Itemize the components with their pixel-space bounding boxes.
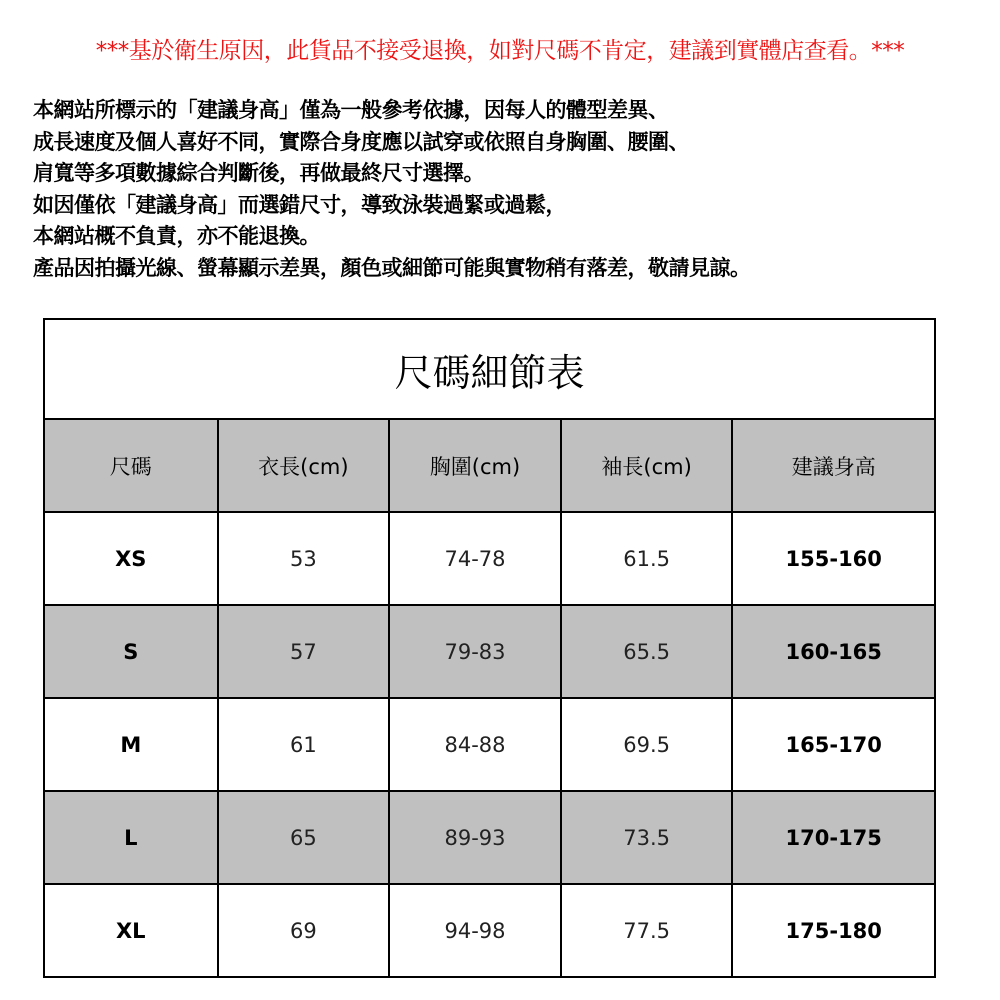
cell-sleeve: 65.5 [561, 605, 733, 698]
cell-sleeve: 61.5 [561, 512, 733, 605]
cell-height: 160-165 [732, 605, 935, 698]
cell-length: 65 [218, 791, 390, 884]
header-chest: 胸圍(cm) [389, 419, 561, 512]
cell-size: M [44, 698, 218, 791]
cell-chest: 89-93 [389, 791, 561, 884]
cell-sleeve: 77.5 [561, 884, 733, 977]
cell-height: 175-180 [732, 884, 935, 977]
cell-sleeve: 69.5 [561, 698, 733, 791]
cell-length: 61 [218, 698, 390, 791]
header-size: 尺碼 [44, 419, 218, 512]
cell-height: 155-160 [732, 512, 935, 605]
cell-chest: 74-78 [389, 512, 561, 605]
table-row [44, 884, 935, 977]
table-row [44, 512, 935, 605]
table-title: 尺碼細節表 [44, 319, 935, 419]
cell-size: L [44, 791, 218, 884]
note-line: 如因僅依「建議身高」而選錯尺寸，導致泳裝過緊或過鬆， [33, 192, 566, 217]
cell-chest: 79-83 [389, 605, 561, 698]
size-chart-table [43, 318, 936, 978]
cell-size: S [44, 605, 218, 698]
cell-length: 57 [218, 605, 390, 698]
table-row [44, 605, 935, 698]
cell-height: 170-175 [732, 791, 935, 884]
header-sleeve: 袖長(cm) [561, 419, 733, 512]
size-notes [33, 95, 751, 284]
cell-size: XL [44, 884, 218, 977]
note-line: 本網站概不負責，亦不能退換。 [33, 224, 320, 248]
note-line: 本網站所標示的「建議身高」僅為一般參考依據，因每人的體型差異、 [33, 98, 669, 122]
table-row [44, 791, 935, 884]
table-header-row [44, 419, 935, 512]
note-line: 肩寬等多項數據綜合判斷後，再做最終尺寸選擇。 [33, 161, 484, 185]
cell-chest: 94-98 [389, 884, 561, 977]
cell-height: 165-170 [732, 698, 935, 791]
no-return-warning: ***基於衛生原因，此貨品不接受退換，如對尺碼不肯定，建議到實體店查看。*** [95, 38, 905, 64]
table-row [44, 698, 935, 791]
cell-length: 69 [218, 884, 390, 977]
cell-length: 53 [218, 512, 390, 605]
note-line: 產品因拍攝光線、螢幕顯示差異，顏色或細節可能與實物稍有落差，敬請見諒。 [33, 255, 751, 280]
cell-sleeve: 73.5 [561, 791, 733, 884]
cell-chest: 84-88 [389, 698, 561, 791]
header-height: 建議身高 [732, 419, 935, 512]
cell-size: XS [44, 512, 218, 605]
header-length: 衣長(cm) [218, 419, 390, 512]
note-line: 成長速度及個人喜好不同，實際合身度應以試穿或依照自身胸圍、腰圍、 [33, 129, 689, 154]
